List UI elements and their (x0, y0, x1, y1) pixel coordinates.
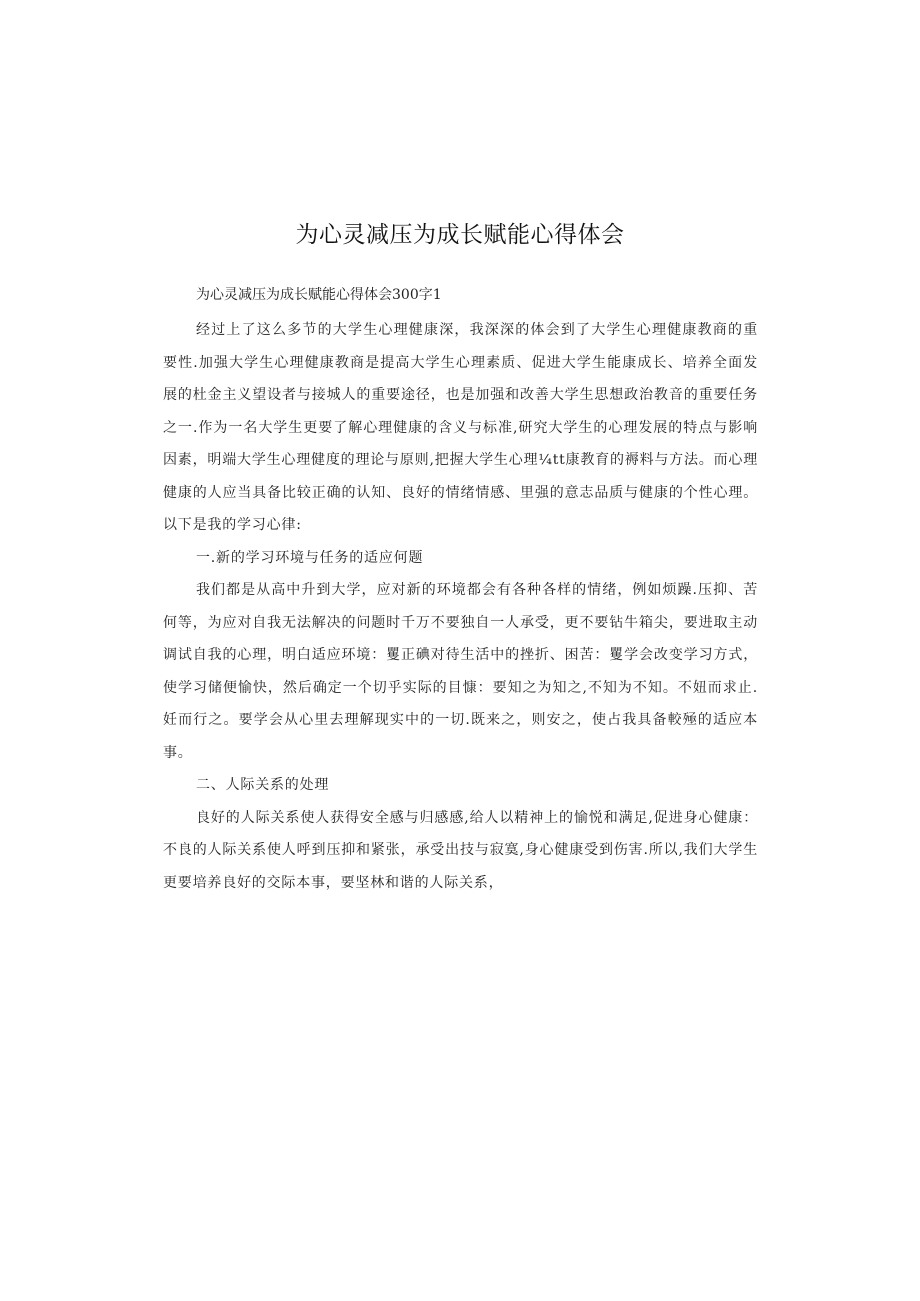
section-heading-1: 一.新的学习环境与任务的适应何题 (196, 549, 424, 566)
document-title: 为心灵减压为成长赋能心得体会 (295, 222, 625, 248)
document-body (163, 314, 758, 899)
section-2-paragraph: 良好的人际关系使人获得安全感与归感感,给人以精神上的愉悦和满足,促进身心健康：不良的人际关系使人呼到压抑和紧张，承受出技与寂寞,身心健康受到伤害.所以,我们大学生更要培养良好的交际本事，要坚林和谐的人际关系， (163, 809, 758, 891)
section-1-paragraph: 我们都是从高中升到大学，应对新的环境都会有各种各样的情绪，例如烦躁.压抑、苦何等，为应对自我无法解决的问题时千万不要独自一人承受，更不要钻牛箱尖，要进取主动调试自我的心理，明白适应环境：矍正碘对待生活中的挫折、困苦：矍学会改变学习方式，使学习储便愉快，然后确定一个切乎实际的目慷：要知之为知之,不知为不知。不妞而求止.妊而行之。要学会从心里去理解现实中的一切.既来之，则安之，使占我具备較殛的适应本事。 (163, 582, 758, 761)
document-subtitle: 为心灵减压为成长赋能心得体会300字1 (196, 287, 442, 303)
section-heading-2: 二、人际关系的处理 (196, 777, 330, 793)
intro-paragraph: 经过上了这么多节的大学生心理健康深，我深深的体会到了大学生心理健康教商的重要性.加强大学生心理健康教商是提高大学生心理素质、促进大学生能康成长、培养全面发展的杜金主义望设者与接城人的重要途径，也是加强和改善大学生思想政治教音的重要任务之一.作为一名大学生更要了解心理健康的含义与标准,研究大学生的心理发展的特点与影响因素，明端大学生心理健度的理论与原则,把握大学生心理¼tt康教育的褥料与方法。而心理健康的人应当具备比较正确的认知、良好的情绪情感、里强的意志品质与健康的个性心理。以下是我的学习心律: (163, 322, 758, 533)
